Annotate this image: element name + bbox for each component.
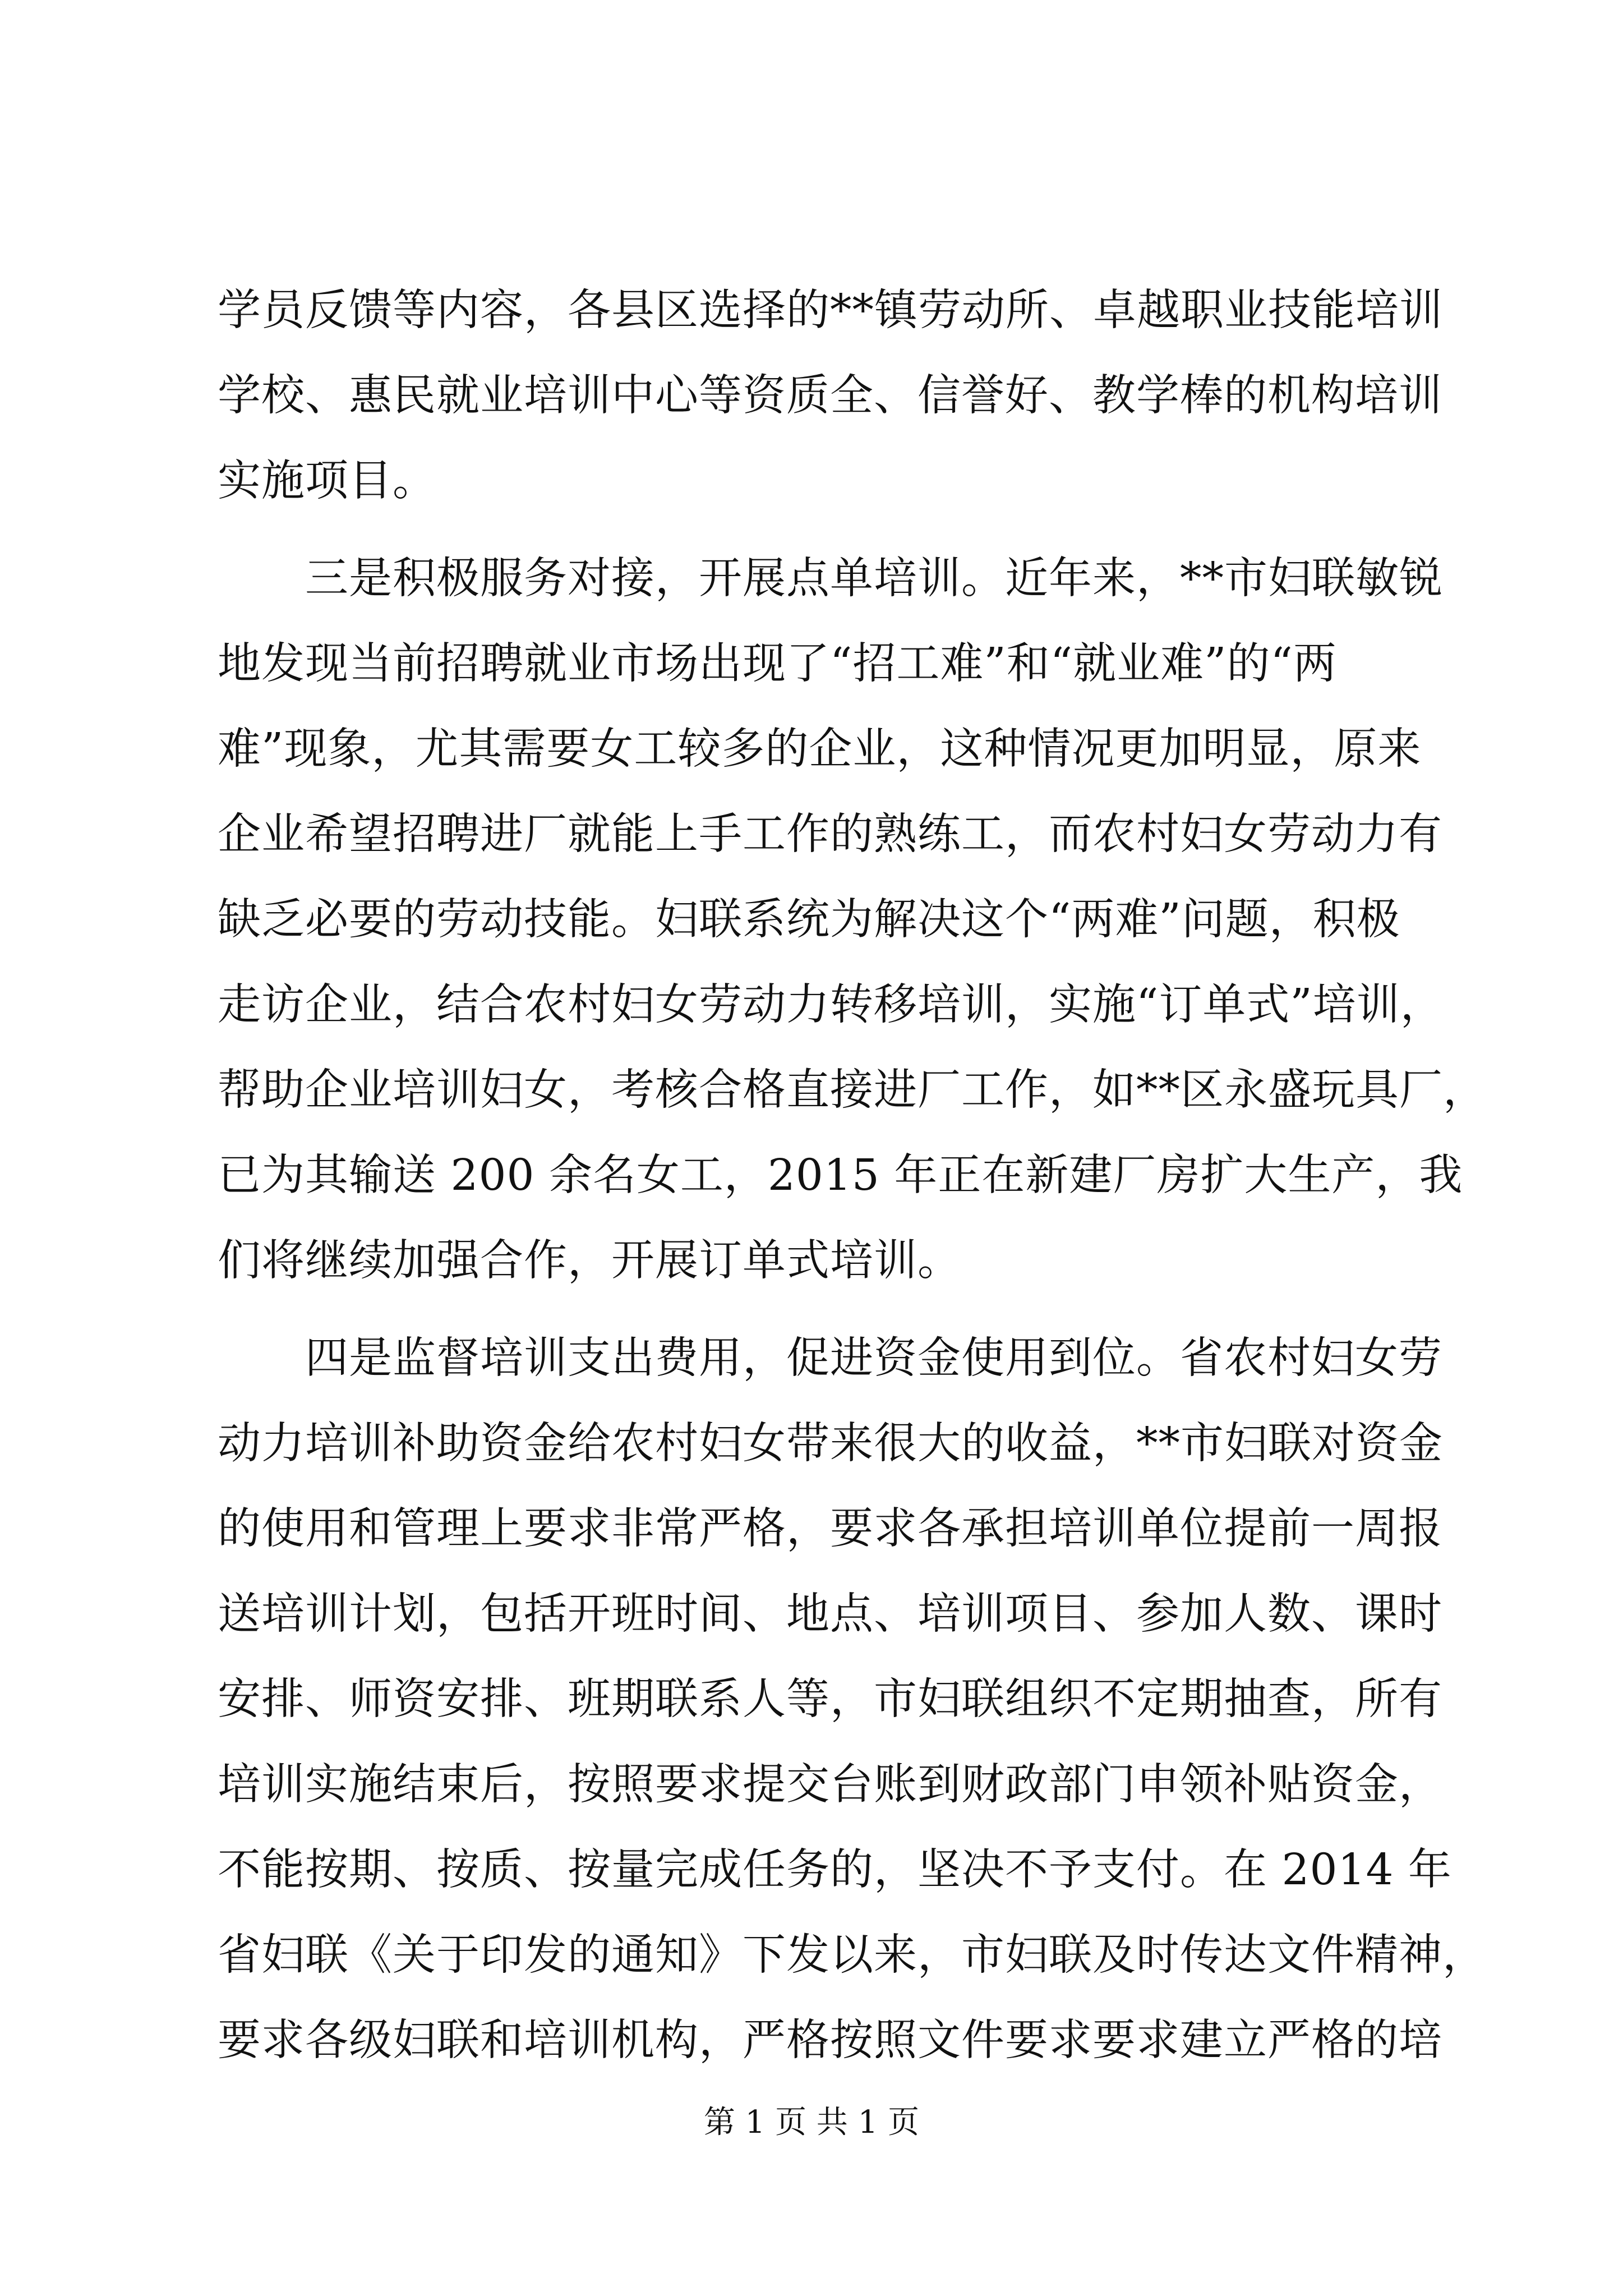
text-line: 安排、师资安排、班期联系人等，市妇联组织不定期抽查，所有 (218, 1674, 1442, 1724)
text-line: 走访企业，结合农村妇女劳动力转移培训，实施“订单式”培训， (218, 980, 1444, 1030)
text-line: 难”现象，尤其需要女工较多的企业，这种情况更加明显，原来 (218, 724, 1422, 774)
text-line: 实施项目。 (218, 456, 436, 506)
text-line: 动力培训补助资金给农村妇女带来很大的收益，**市妇联对资金 (218, 1419, 1443, 1469)
text-line: 省妇联《关于印发的通知》下发以来，市妇联及时传达文件精神， (218, 1930, 1486, 1980)
text-line: 送培训计划，包括开班时间、地点、培训项目、参加人数、课时 (218, 1589, 1442, 1639)
text-line: 地发现当前招聘就业市场出现了“招工难”和“就业难”的“两 (218, 639, 1337, 689)
text-line: 帮助企业培训妇女，考核合格直接进厂工作，如**区永盛玩具厂， (218, 1065, 1487, 1115)
text-line: 学校、惠民就业培训中心等资质全、信誉好、教学棒的机构培训 (218, 371, 1442, 421)
text-line: 不能按期、按质、按量完成任务的，坚决不予支付。在 2014 年 (218, 1845, 1452, 1895)
text-line: 学员反馈等内容，各县区选择的**镇劳动所、卓越职业技能培训 (218, 286, 1443, 335)
text-line: 三是积极服务对接，开展点单培训。近年来，**市妇联敏锐 (305, 554, 1443, 604)
text-line: 们将继续加强合作，开展订单式培训。 (218, 1236, 961, 1286)
text-line: 培训实施结束后，按照要求提交台账到财政部门申领补贴资金， (218, 1760, 1442, 1810)
text-line: 缺乏必要的劳动技能。妇联系统为解决这个“两难”问题，积极 (218, 895, 1400, 945)
text-line: 的使用和管理上要求非常严格，要求各承担培训单位提前一周报 (218, 1504, 1442, 1554)
text-line: 企业希望招聘进厂就能上手工作的熟练工，而农村妇女劳动力有 (218, 809, 1442, 859)
page-footer: 第 1 页 共 1 页 (703, 2104, 920, 2141)
text-line: 四是监督培训支出费用，促进资金使用到位。省农村妇女劳 (305, 1333, 1442, 1383)
text-line: 已为其输送 200 余名女工，2015 年正在新建厂房扩大生产，我 (218, 1151, 1463, 1200)
text-line: 要求各级妇联和培训机构，严格按照文件要求要求建立严格的培 (218, 2016, 1442, 2065)
document-body (218, 268, 1487, 2083)
